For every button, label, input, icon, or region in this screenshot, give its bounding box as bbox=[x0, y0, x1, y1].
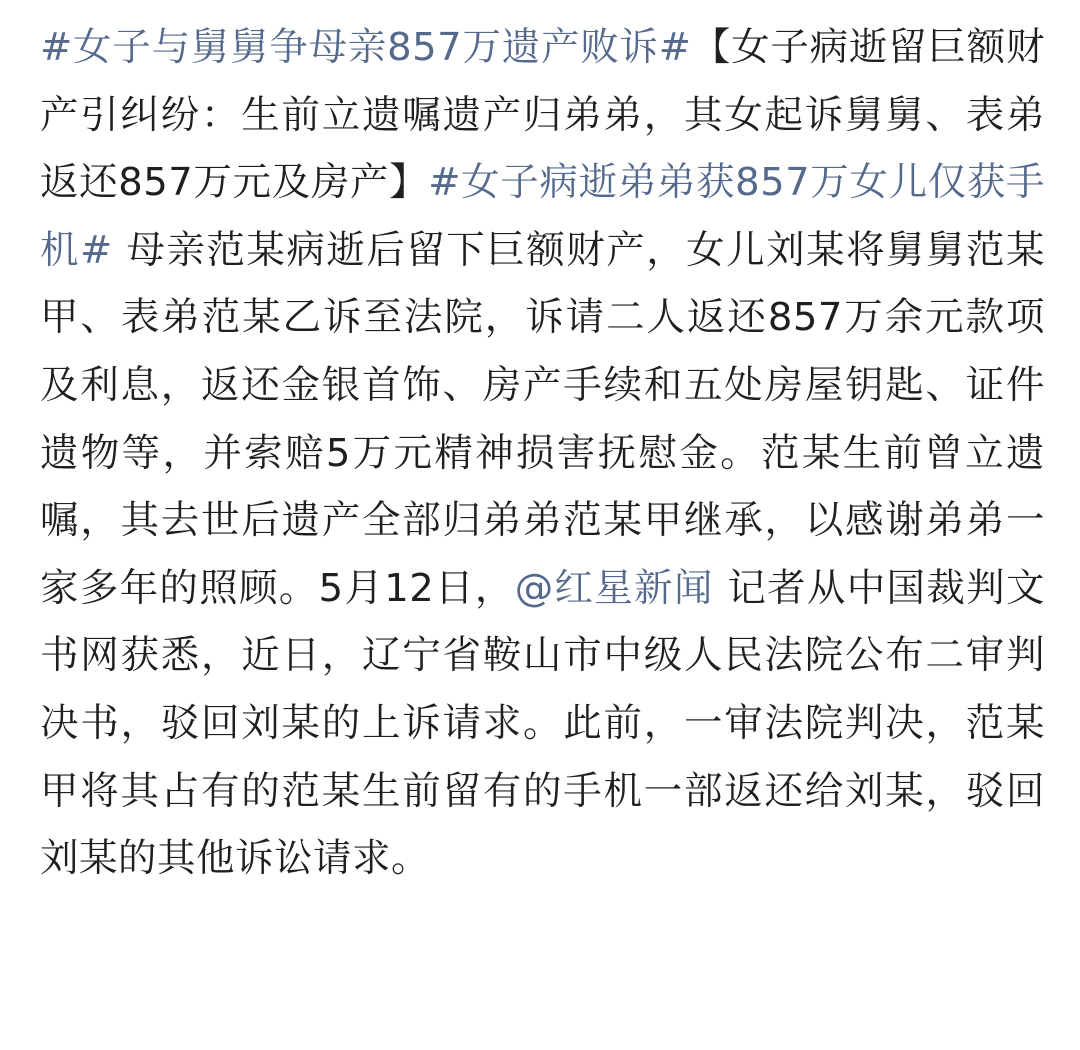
post-headline: 【女子病逝留巨额财产引纠纷：生前立遗嘱遗产归弟弟，其女起诉舅舅、表弟返还857万元及房产】 bbox=[40, 25, 1045, 206]
post-body-part-2: 记者从中国裁判文书网获悉，近日，辽宁省鞍山市中级人民法院公布二审判决书，驳回刘某的上诉请求。此前，一审法院判决，范某甲将其占有的范某生前留有的手机一部返还给刘某，驳回刘某的其他诉讼请求。 bbox=[40, 565, 1045, 882]
post-body-part-1: 母亲范某病逝后留下巨额财产，女儿刘某将舅舅范某甲、表弟范某乙诉至法院，诉请二人返还857万余元款项及利息，返还金银首饰、房产手续和五处房屋钥匙、证件遗物等，并索赔5万元精神损害抚慰金。范某生前曾立遗嘱，其去世后遗产全部归弟弟范某甲继承，以感谢弟弟一家多年的照顾。5月12日， bbox=[40, 227, 1045, 611]
topic-link-phone[interactable]: #女子病逝弟弟获857万女儿仅获手机# bbox=[40, 160, 1045, 273]
post-text bbox=[40, 14, 1045, 893]
mention-link-hongxing-news[interactable]: @红星新闻 bbox=[514, 565, 714, 611]
topic-link-dispute[interactable]: #女子与舅舅争母亲857万遗产败诉# bbox=[40, 25, 692, 70]
